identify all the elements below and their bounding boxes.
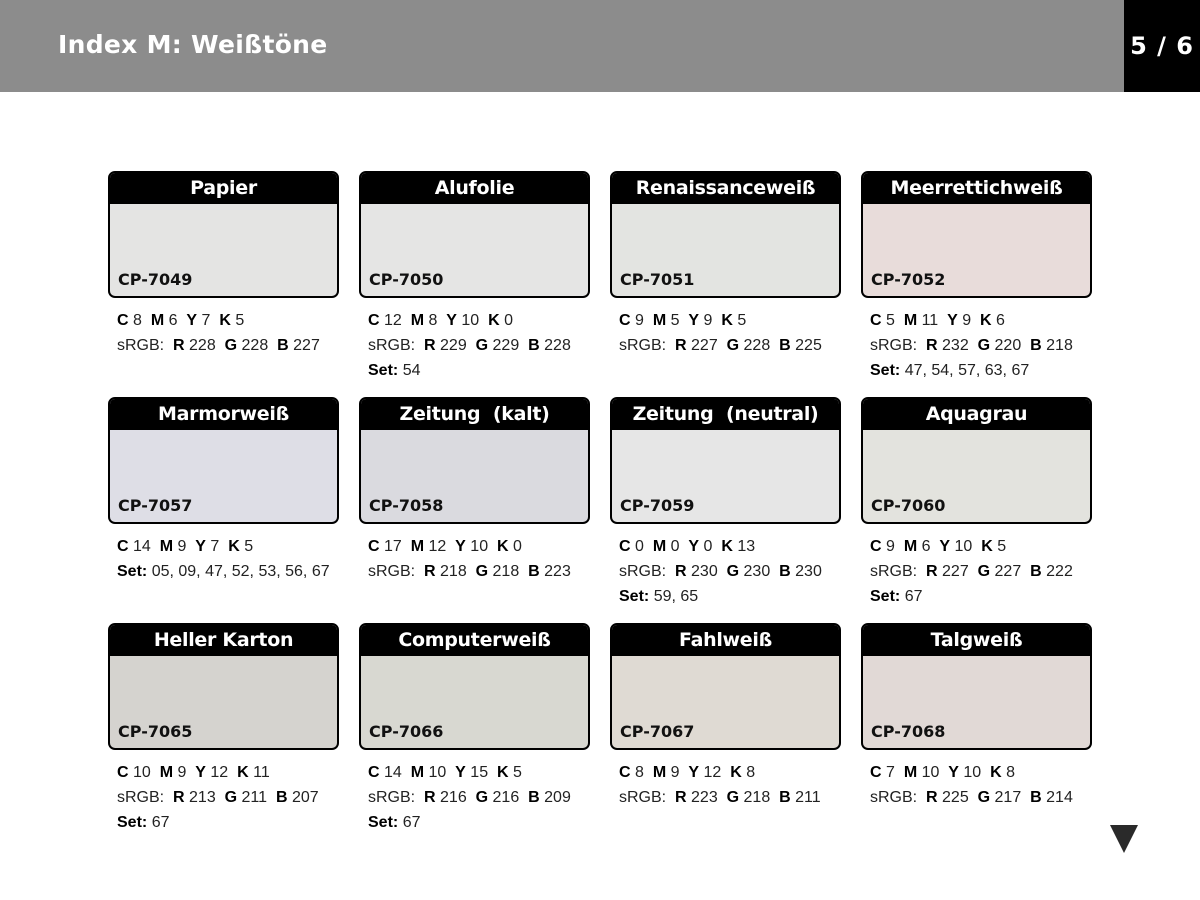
value-g: 227 bbox=[994, 563, 1022, 580]
color-swatch bbox=[610, 171, 841, 298]
color-code: CP-7058 bbox=[369, 496, 444, 515]
value-g: 216 bbox=[492, 789, 520, 806]
label-srgb: sRGB: bbox=[117, 337, 165, 354]
color-swatch bbox=[359, 397, 590, 524]
label-c: C bbox=[117, 764, 129, 781]
color-name: Talgweiß bbox=[863, 625, 1090, 656]
color-name: Fahlweiß bbox=[612, 625, 839, 656]
value-y: 15 bbox=[470, 764, 489, 781]
cmyk-line bbox=[117, 760, 342, 785]
label-m: M bbox=[410, 312, 425, 329]
value-set: 05, 09, 47, 52, 53, 56, 67 bbox=[151, 563, 330, 580]
value-b: 223 bbox=[544, 563, 571, 580]
set-line bbox=[870, 358, 1095, 383]
label-y: Y bbox=[195, 538, 206, 555]
label-b: B bbox=[528, 789, 540, 806]
color-name: Marmorweiß bbox=[110, 399, 337, 430]
label-k: K bbox=[219, 312, 231, 329]
label-y: Y bbox=[688, 764, 700, 781]
color-code: CP-7067 bbox=[620, 722, 695, 741]
label-k: K bbox=[228, 538, 240, 555]
label-k: K bbox=[721, 538, 733, 555]
label-y: Y bbox=[446, 312, 457, 329]
cmyk-line bbox=[117, 308, 342, 333]
value-set: 47, 54, 57, 63, 67 bbox=[904, 362, 1030, 379]
cmyk-line bbox=[870, 534, 1095, 559]
value-m: 9 bbox=[177, 538, 187, 555]
set-line bbox=[368, 810, 593, 835]
label-y: Y bbox=[947, 312, 958, 329]
color-swatch bbox=[108, 397, 339, 524]
value-g: 228 bbox=[743, 337, 771, 354]
value-y: 10 bbox=[461, 312, 480, 329]
value-b: 230 bbox=[795, 563, 822, 580]
label-r: R bbox=[173, 337, 185, 354]
color-code: CP-7065 bbox=[118, 722, 193, 741]
value-r: 223 bbox=[691, 789, 718, 806]
label-g: G bbox=[977, 563, 991, 580]
label-b: B bbox=[1030, 337, 1042, 354]
color-name: Meerrettichweiß bbox=[863, 173, 1090, 204]
color-code: CP-7060 bbox=[871, 496, 946, 515]
label-srgb: sRGB: bbox=[870, 789, 918, 806]
color-values bbox=[117, 760, 342, 835]
color-swatch bbox=[861, 397, 1092, 524]
value-c: 17 bbox=[384, 538, 402, 555]
label-m: M bbox=[903, 312, 918, 329]
page-number: 5 / 6 bbox=[1130, 32, 1194, 60]
value-m: 10 bbox=[921, 764, 940, 781]
label-c: C bbox=[117, 538, 129, 555]
label-r: R bbox=[424, 789, 436, 806]
label-r: R bbox=[675, 789, 687, 806]
set-line bbox=[619, 584, 844, 609]
value-k: 11 bbox=[253, 764, 270, 781]
srgb-line bbox=[619, 333, 844, 358]
label-y: Y bbox=[688, 312, 700, 329]
label-set: Set: bbox=[870, 588, 901, 605]
label-m: M bbox=[652, 538, 667, 555]
cmyk-line bbox=[619, 308, 844, 333]
label-b: B bbox=[528, 337, 540, 354]
value-c: 9 bbox=[886, 538, 895, 555]
label-set: Set: bbox=[117, 814, 148, 831]
value-m: 12 bbox=[428, 538, 447, 555]
color-code: CP-7049 bbox=[118, 270, 193, 289]
value-g: 228 bbox=[241, 337, 269, 354]
color-code: CP-7050 bbox=[369, 270, 444, 289]
value-b: 222 bbox=[1046, 563, 1073, 580]
value-r: 218 bbox=[440, 563, 467, 580]
label-srgb: sRGB: bbox=[368, 337, 416, 354]
value-m: 9 bbox=[177, 764, 187, 781]
color-swatch bbox=[861, 623, 1092, 750]
color-code: CP-7068 bbox=[871, 722, 946, 741]
srgb-line bbox=[870, 333, 1095, 358]
value-set: 59, 65 bbox=[653, 588, 699, 605]
color-swatch bbox=[359, 171, 590, 298]
label-c: C bbox=[870, 312, 882, 329]
label-g: G bbox=[475, 789, 489, 806]
value-b: 227 bbox=[293, 337, 320, 354]
value-m: 6 bbox=[168, 312, 178, 329]
label-g: G bbox=[726, 563, 740, 580]
value-c: 8 bbox=[133, 312, 142, 329]
label-k: K bbox=[981, 538, 993, 555]
label-b: B bbox=[275, 789, 288, 806]
value-b: 225 bbox=[795, 337, 822, 354]
srgb-line bbox=[368, 333, 593, 358]
value-c: 0 bbox=[635, 538, 644, 555]
value-k: 13 bbox=[737, 538, 756, 555]
label-y: Y bbox=[195, 764, 206, 781]
cmyk-line bbox=[870, 760, 1095, 785]
label-srgb: sRGB: bbox=[870, 563, 918, 580]
label-g: G bbox=[224, 337, 238, 354]
color-code: CP-7057 bbox=[118, 496, 193, 515]
srgb-line bbox=[117, 785, 342, 810]
label-set: Set: bbox=[368, 362, 399, 379]
srgb-line bbox=[368, 785, 593, 810]
label-g: G bbox=[977, 789, 991, 806]
value-b: 228 bbox=[544, 337, 571, 354]
color-values bbox=[619, 760, 844, 810]
color-swatch bbox=[610, 397, 841, 524]
value-r: 230 bbox=[691, 563, 718, 580]
color-values bbox=[870, 308, 1095, 383]
value-r: 227 bbox=[942, 563, 969, 580]
value-k: 5 bbox=[244, 538, 254, 555]
color-values bbox=[619, 534, 844, 609]
color-card-grid bbox=[108, 171, 1098, 851]
label-g: G bbox=[726, 789, 740, 806]
value-y: 9 bbox=[703, 312, 713, 329]
label-srgb: sRGB: bbox=[619, 789, 667, 806]
label-r: R bbox=[424, 563, 436, 580]
label-m: M bbox=[159, 538, 174, 555]
color-name: Aquagrau bbox=[863, 399, 1090, 430]
color-values bbox=[368, 534, 593, 584]
value-set: 67 bbox=[904, 588, 923, 605]
label-k: K bbox=[496, 538, 509, 555]
value-g: 218 bbox=[492, 563, 520, 580]
label-y: Y bbox=[939, 538, 951, 555]
label-r: R bbox=[926, 337, 938, 354]
label-g: G bbox=[475, 563, 489, 580]
value-k: 5 bbox=[513, 764, 522, 781]
value-r: 228 bbox=[189, 337, 216, 354]
label-m: M bbox=[159, 764, 174, 781]
value-c: 14 bbox=[384, 764, 402, 781]
label-srgb: sRGB: bbox=[619, 563, 667, 580]
value-c: 8 bbox=[635, 764, 644, 781]
value-g: 229 bbox=[492, 337, 520, 354]
label-m: M bbox=[903, 764, 918, 781]
label-k: K bbox=[496, 764, 509, 781]
value-k: 0 bbox=[513, 538, 522, 555]
cmyk-line bbox=[368, 308, 593, 333]
value-k: 5 bbox=[737, 312, 747, 329]
value-set: 67 bbox=[402, 814, 421, 831]
label-srgb: sRGB: bbox=[368, 563, 416, 580]
value-m: 10 bbox=[428, 764, 447, 781]
label-b: B bbox=[1030, 563, 1042, 580]
value-b: 211 bbox=[795, 789, 821, 806]
srgb-line bbox=[117, 333, 342, 358]
label-m: M bbox=[150, 312, 165, 329]
label-g: G bbox=[475, 337, 489, 354]
value-m: 6 bbox=[921, 538, 931, 555]
color-values bbox=[870, 534, 1095, 609]
label-g: G bbox=[726, 337, 740, 354]
label-set: Set: bbox=[117, 563, 148, 580]
label-b: B bbox=[779, 337, 791, 354]
color-swatch bbox=[108, 171, 339, 298]
label-y: Y bbox=[948, 764, 959, 781]
srgb-line bbox=[619, 785, 844, 810]
label-c: C bbox=[117, 312, 129, 329]
color-values bbox=[619, 308, 844, 358]
color-name: Computerweiß bbox=[361, 625, 588, 656]
label-srgb: sRGB: bbox=[619, 337, 667, 354]
value-m: 11 bbox=[921, 312, 939, 329]
label-y: Y bbox=[688, 538, 700, 555]
label-b: B bbox=[779, 563, 791, 580]
color-values bbox=[870, 760, 1095, 810]
srgb-line bbox=[368, 559, 593, 584]
label-k: K bbox=[721, 312, 733, 329]
page-indicator bbox=[1124, 0, 1200, 92]
label-b: B bbox=[779, 789, 791, 806]
color-name: Zeitung (kalt) bbox=[361, 399, 588, 430]
value-m: 8 bbox=[428, 312, 438, 329]
srgb-line bbox=[870, 559, 1095, 584]
cmyk-line bbox=[619, 760, 844, 785]
color-name: Zeitung (neutral) bbox=[612, 399, 839, 430]
value-y: 7 bbox=[210, 538, 220, 555]
cmyk-line bbox=[368, 760, 593, 785]
value-y: 12 bbox=[210, 764, 229, 781]
value-m: 0 bbox=[670, 538, 680, 555]
value-y: 7 bbox=[201, 312, 211, 329]
label-k: K bbox=[980, 312, 992, 329]
label-srgb: sRGB: bbox=[117, 789, 165, 806]
value-g: 217 bbox=[994, 789, 1022, 806]
label-b: B bbox=[528, 563, 540, 580]
value-r: 232 bbox=[942, 337, 969, 354]
value-y: 12 bbox=[703, 764, 722, 781]
label-srgb: sRGB: bbox=[870, 337, 918, 354]
label-m: M bbox=[410, 538, 425, 555]
set-line bbox=[117, 810, 342, 835]
cmyk-line bbox=[870, 308, 1095, 333]
label-c: C bbox=[368, 312, 380, 329]
color-name: Renaissanceweiß bbox=[612, 173, 839, 204]
label-r: R bbox=[926, 789, 938, 806]
value-k: 5 bbox=[997, 538, 1007, 555]
value-b: 207 bbox=[291, 789, 319, 806]
color-values bbox=[117, 308, 342, 358]
label-c: C bbox=[368, 764, 380, 781]
value-c: 10 bbox=[133, 764, 151, 781]
color-code: CP-7051 bbox=[620, 270, 695, 289]
label-c: C bbox=[619, 312, 631, 329]
value-k: 0 bbox=[504, 312, 514, 329]
label-m: M bbox=[652, 312, 667, 329]
value-m: 9 bbox=[670, 764, 680, 781]
color-swatch bbox=[610, 623, 841, 750]
value-m: 5 bbox=[670, 312, 680, 329]
value-k: 5 bbox=[235, 312, 245, 329]
value-y: 0 bbox=[703, 538, 713, 555]
cmyk-line bbox=[619, 534, 844, 559]
color-name: Alufolie bbox=[361, 173, 588, 204]
color-name: Heller Karton bbox=[110, 625, 337, 656]
set-line bbox=[368, 358, 593, 383]
label-b: B bbox=[1030, 789, 1042, 806]
label-set: Set: bbox=[870, 362, 901, 379]
srgb-line bbox=[870, 785, 1095, 810]
value-r: 216 bbox=[440, 789, 467, 806]
label-k: K bbox=[237, 764, 249, 781]
value-y: 10 bbox=[954, 538, 973, 555]
label-c: C bbox=[619, 538, 631, 555]
value-set: 54 bbox=[402, 362, 421, 379]
label-m: M bbox=[410, 764, 425, 781]
value-set: 67 bbox=[151, 814, 170, 831]
color-swatch bbox=[861, 171, 1092, 298]
label-c: C bbox=[368, 538, 380, 555]
value-y: 10 bbox=[470, 538, 489, 555]
label-r: R bbox=[675, 337, 687, 354]
label-b: B bbox=[277, 337, 289, 354]
value-c: 5 bbox=[886, 312, 895, 329]
label-k: K bbox=[730, 764, 742, 781]
label-r: R bbox=[675, 563, 687, 580]
label-m: M bbox=[903, 538, 918, 555]
value-g: 230 bbox=[743, 563, 771, 580]
color-values bbox=[368, 308, 593, 383]
label-y: Y bbox=[455, 764, 466, 781]
value-c: 7 bbox=[886, 764, 895, 781]
color-code: CP-7052 bbox=[871, 270, 946, 289]
next-page-arrow-icon[interactable] bbox=[1110, 825, 1138, 853]
value-r: 225 bbox=[942, 789, 969, 806]
value-c: 9 bbox=[635, 312, 644, 329]
value-r: 227 bbox=[691, 337, 718, 354]
label-r: R bbox=[424, 337, 436, 354]
value-k: 8 bbox=[746, 764, 756, 781]
color-code: CP-7066 bbox=[369, 722, 444, 741]
label-r: R bbox=[173, 789, 185, 806]
set-line bbox=[117, 559, 342, 584]
label-srgb: sRGB: bbox=[368, 789, 416, 806]
color-name: Papier bbox=[110, 173, 337, 204]
value-g: 211 bbox=[241, 789, 268, 806]
value-b: 214 bbox=[1046, 789, 1073, 806]
label-set: Set: bbox=[619, 588, 650, 605]
page-title: Index M: Weißtöne bbox=[58, 30, 328, 59]
color-values bbox=[368, 760, 593, 835]
value-k: 8 bbox=[1006, 764, 1016, 781]
set-line bbox=[870, 584, 1095, 609]
value-b: 209 bbox=[544, 789, 571, 806]
value-c: 12 bbox=[384, 312, 402, 329]
srgb-line bbox=[619, 559, 844, 584]
label-y: Y bbox=[455, 538, 466, 555]
value-k: 6 bbox=[996, 312, 1005, 329]
label-r: R bbox=[926, 563, 938, 580]
label-c: C bbox=[619, 764, 631, 781]
label-k: K bbox=[990, 764, 1002, 781]
color-code: CP-7059 bbox=[620, 496, 695, 515]
value-r: 213 bbox=[189, 789, 216, 806]
cmyk-line bbox=[117, 534, 342, 559]
label-y: Y bbox=[186, 312, 198, 329]
value-y: 10 bbox=[963, 764, 982, 781]
value-r: 229 bbox=[440, 337, 467, 354]
label-g: G bbox=[224, 789, 238, 806]
header-bar bbox=[0, 0, 1124, 92]
value-g: 220 bbox=[994, 337, 1022, 354]
label-g: G bbox=[977, 337, 991, 354]
value-c: 14 bbox=[133, 538, 151, 555]
color-swatch bbox=[108, 623, 339, 750]
value-g: 218 bbox=[743, 789, 771, 806]
cmyk-line bbox=[368, 534, 593, 559]
label-set: Set: bbox=[368, 814, 399, 831]
color-swatch bbox=[359, 623, 590, 750]
label-m: M bbox=[652, 764, 667, 781]
value-b: 218 bbox=[1046, 337, 1073, 354]
label-c: C bbox=[870, 538, 882, 555]
value-y: 9 bbox=[962, 312, 972, 329]
color-values bbox=[117, 534, 342, 584]
label-c: C bbox=[870, 764, 882, 781]
label-k: K bbox=[488, 312, 500, 329]
